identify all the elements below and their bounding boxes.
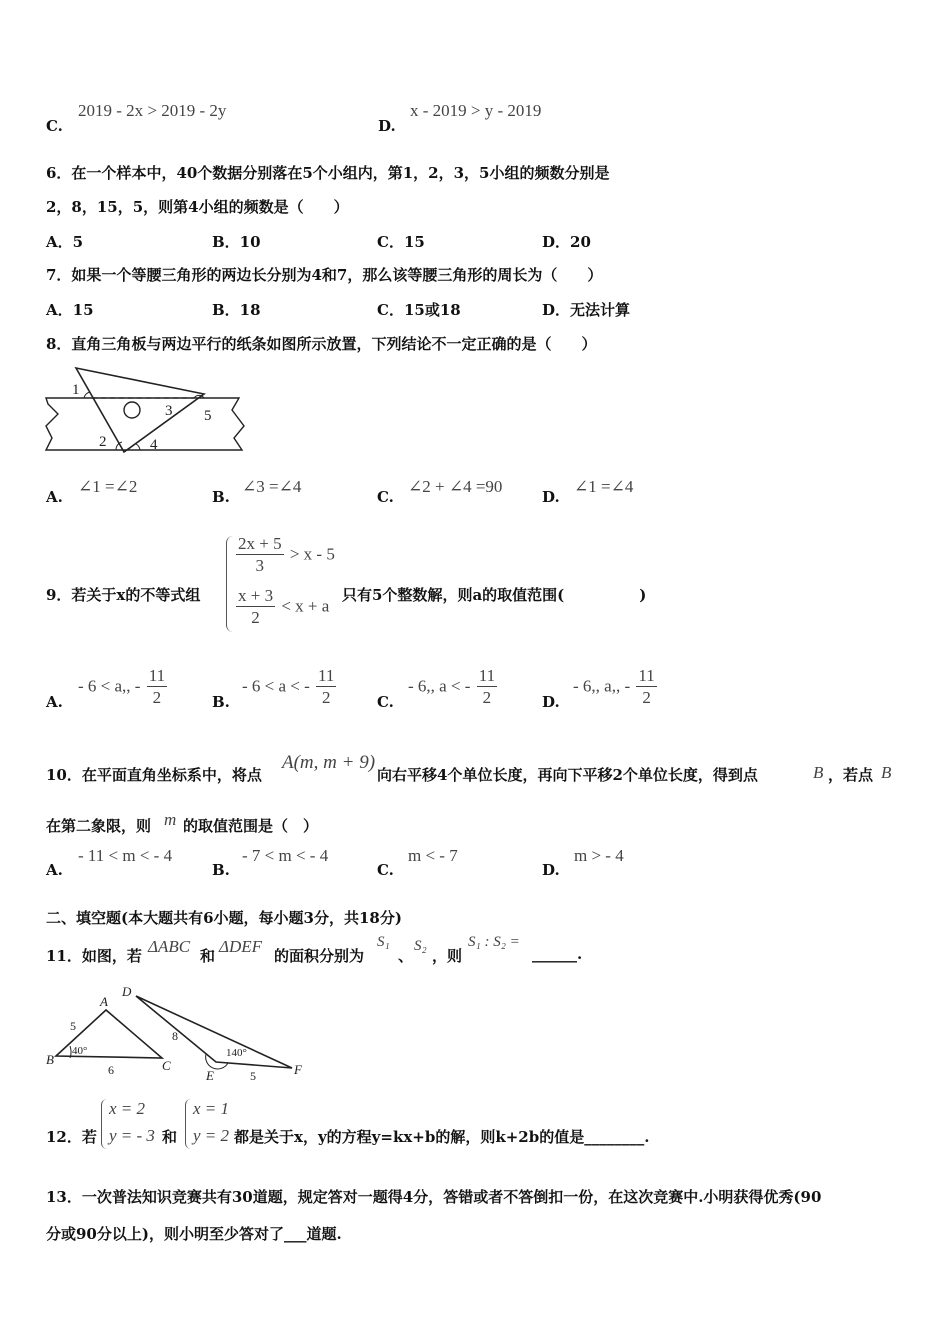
q6-stem-line2: 2，8，15，5，则第4小组的频数是（ ） bbox=[46, 198, 349, 216]
q7-option-b: B．18 bbox=[212, 301, 261, 319]
q12-system1-eq1: x = 2 bbox=[109, 1099, 146, 1118]
q11-and: 和 bbox=[200, 947, 216, 965]
q6-option-b: B．10 bbox=[212, 233, 261, 251]
q9-option-a-frac-num: 11 bbox=[148, 666, 166, 685]
angle-label-3: 3 bbox=[165, 403, 173, 419]
label-f: F bbox=[294, 1062, 302, 1077]
q7-stem: 7．如果一个等腰三角形的两边长分别为4和7，那么该等腰三角形的周长为（ ） bbox=[46, 266, 603, 284]
q12-system2-eq2: y = 2 bbox=[193, 1126, 230, 1145]
q11-answer-blank[interactable]: ______. bbox=[532, 945, 583, 963]
q11-triangle-def: ΔDEF bbox=[219, 937, 263, 956]
q8-option-d-expr: ∠1 =∠4 bbox=[574, 477, 634, 496]
q12-system1-brace bbox=[101, 1099, 107, 1149]
q6-option-d: D．20 bbox=[542, 233, 591, 251]
q11-then: ，则 bbox=[432, 947, 463, 965]
q9-ineq2-den: 2 bbox=[251, 608, 260, 627]
q10-option-d-label: D. bbox=[542, 861, 560, 879]
q10-option-d-expr: m > - 4 bbox=[574, 846, 624, 865]
q10-point-a: A(m, m + 9) bbox=[282, 752, 376, 773]
q12-prefix: 12．若 bbox=[46, 1128, 97, 1146]
q8-option-c-expr: ∠2 + ∠4 =90 bbox=[408, 477, 503, 496]
q12-system2-eq1: x = 1 bbox=[193, 1099, 230, 1118]
angle-label-5: 5 bbox=[204, 408, 212, 424]
ruler-hole bbox=[124, 402, 140, 418]
q9-option-b-expr bbox=[242, 666, 338, 709]
q11-s1: S₁ bbox=[377, 934, 390, 950]
q9-ineq2-num: x + 3 bbox=[238, 586, 274, 605]
q10-option-c-label: C. bbox=[377, 861, 394, 879]
label-ab-5: 5 bbox=[70, 1019, 76, 1033]
q7-option-d: D．无法计算 bbox=[542, 301, 631, 319]
q10-middle2: ，若点 bbox=[828, 766, 874, 784]
label-d: D bbox=[122, 984, 132, 999]
label-ef-5: 5 bbox=[250, 1069, 256, 1082]
q9-option-d-expr bbox=[573, 666, 659, 709]
q8-option-a-label: A. bbox=[46, 488, 63, 506]
q11-s2: S₂ bbox=[414, 938, 427, 954]
q9-ineq1-num: 2x + 5 bbox=[238, 534, 282, 553]
q9-ineq1-rest: > x - 5 bbox=[289, 544, 335, 564]
q9-option-c-frac-den: 2 bbox=[482, 688, 492, 707]
paper-strip bbox=[46, 398, 244, 450]
q5-option-c-label: C. bbox=[46, 117, 63, 135]
q8-figure bbox=[44, 360, 250, 456]
section-2-heading: 二、填空题(本大题共有6小题，每小题3分，共18分) bbox=[46, 909, 402, 927]
q6-option-a: A．5 bbox=[46, 233, 84, 251]
q13-stem-line1: 13．一次普法知识竞赛共有30道题，规定答对一题得4分，答错或者不答倒扣一份，在这次竞赛中.小明获得优秀(90 bbox=[46, 1188, 822, 1206]
label-e: E bbox=[206, 1068, 214, 1082]
q8-option-c-label: C. bbox=[377, 488, 394, 506]
q13-stem-line2: 分或90分以上)，则小明至少答对了___道题. bbox=[46, 1225, 342, 1243]
label-c: C bbox=[162, 1058, 171, 1073]
q9-system-brace bbox=[226, 536, 233, 632]
q10-option-c-expr: m < - 7 bbox=[408, 846, 458, 865]
label-angle-140: 140° bbox=[226, 1047, 247, 1059]
q9-ineq2-rest: < x + a bbox=[281, 596, 330, 616]
q9-option-d-left: - 6,, a,, - bbox=[573, 676, 631, 696]
q9-option-b-left: - 6 < a < - bbox=[242, 676, 310, 696]
label-a: A bbox=[100, 994, 108, 1009]
label-bc-6: 6 bbox=[108, 1063, 114, 1077]
q11-triangle-abc: ΔABC bbox=[148, 937, 191, 956]
q5-option-d-expr: x - 2019 > y - 2019 bbox=[410, 101, 542, 120]
q9-option-d-frac-den: 2 bbox=[642, 688, 651, 707]
angle-4-arc bbox=[136, 444, 140, 450]
q8-stem: 8．直角三角板与两边平行的纸条如图所示放置，下列结论不一定正确的是（ ） bbox=[46, 335, 597, 353]
q10-option-a-expr: - 11 < m < - 4 bbox=[78, 846, 173, 865]
q6-stem-line1: 6．在一个样本中，40个数据分别落在5个小组内，第1，2，3，5小组的频数分别是 bbox=[46, 164, 610, 182]
q9-option-c-left: - 6,, a < - bbox=[408, 676, 471, 696]
label-b: B bbox=[46, 1052, 54, 1067]
q9-inequality-2 bbox=[234, 586, 329, 629]
label-de-8: 8 bbox=[172, 1029, 178, 1043]
q9-option-a-expr bbox=[78, 666, 169, 709]
q7-option-c: C．15或18 bbox=[377, 301, 461, 319]
q10-option-b-expr: - 7 < m < - 4 bbox=[242, 846, 329, 865]
q9-option-a-left: - 6 < a,, - bbox=[78, 676, 141, 696]
q11-ratio: S₁ : S₂ = bbox=[468, 934, 520, 950]
q10-point-b-2: B bbox=[881, 763, 892, 782]
q9-option-b-frac-num: 11 bbox=[318, 666, 335, 685]
angle-b-arc bbox=[70, 1046, 71, 1058]
q9-option-b-label: B. bbox=[212, 693, 230, 711]
q12-suffix: 都是关于x，y的方程y=kx+b的解，则k+2b的值是________. bbox=[234, 1128, 650, 1146]
q10-option-b-label: B. bbox=[212, 861, 230, 879]
q9-option-c-frac-num: 11 bbox=[478, 666, 496, 685]
q9-option-c-label: C. bbox=[377, 693, 394, 711]
q11-middle: 的面积分别为 bbox=[274, 947, 365, 965]
q10-line2-b: 的取值范围是（ ） bbox=[183, 817, 319, 835]
q12-and: 和 bbox=[162, 1128, 178, 1146]
q8-option-d-label: D. bbox=[542, 488, 560, 506]
q8-option-a-expr: ∠1 =∠2 bbox=[78, 477, 138, 496]
q9-option-a-label: A. bbox=[46, 693, 63, 711]
q5-option-d-label: D. bbox=[378, 117, 396, 135]
q9-option-b-frac-den: 2 bbox=[321, 688, 331, 707]
q12-system2-brace bbox=[185, 1099, 191, 1149]
q11-figure bbox=[44, 982, 314, 1082]
angle-1-arc bbox=[84, 392, 90, 398]
q10-middle: 向右平移4个单位长度，再向下平移2个单位长度，得到点 bbox=[377, 766, 758, 784]
angle-label-4: 4 bbox=[150, 437, 158, 453]
angle-label-2: 2 bbox=[99, 434, 107, 450]
q8-option-b-expr: ∠3 =∠4 bbox=[242, 477, 302, 496]
q6-option-c: C．15 bbox=[377, 233, 425, 251]
label-angle-40: 40° bbox=[72, 1045, 88, 1057]
q9-option-d-frac-num: 11 bbox=[638, 666, 655, 685]
q10-line2-a: 在第二象限，则 bbox=[46, 817, 152, 835]
q10-prefix: 10．在平面直角坐标系中，将点 bbox=[46, 766, 262, 784]
q10-point-b: B bbox=[813, 763, 824, 782]
q9-ineq1-den: 3 bbox=[255, 556, 265, 575]
q9-option-c-expr bbox=[408, 666, 499, 709]
q11-separator: 、 bbox=[398, 947, 414, 965]
q9-option-a-frac-den: 2 bbox=[152, 688, 162, 707]
q12-system1-eq2: y = - 3 bbox=[109, 1126, 155, 1145]
q9-prefix: 9．若关于x的不等式组 bbox=[46, 586, 201, 604]
q5-option-c-expr: 2019 - 2x > 2019 - 2y bbox=[78, 101, 227, 120]
q9-inequality-1 bbox=[234, 534, 335, 577]
q10-option-a-label: A. bbox=[46, 861, 63, 879]
q9-suffix: 只有5个整数解，则a的取值范围( ) bbox=[342, 586, 647, 604]
q11-prefix: 11．如图，若 bbox=[46, 947, 142, 965]
q8-option-b-label: B. bbox=[212, 488, 230, 506]
q9-option-d-label: D. bbox=[542, 693, 560, 711]
q10-var-m: m bbox=[164, 810, 177, 829]
angle-label-1: 1 bbox=[72, 382, 80, 398]
q7-option-a: A．15 bbox=[46, 301, 94, 319]
